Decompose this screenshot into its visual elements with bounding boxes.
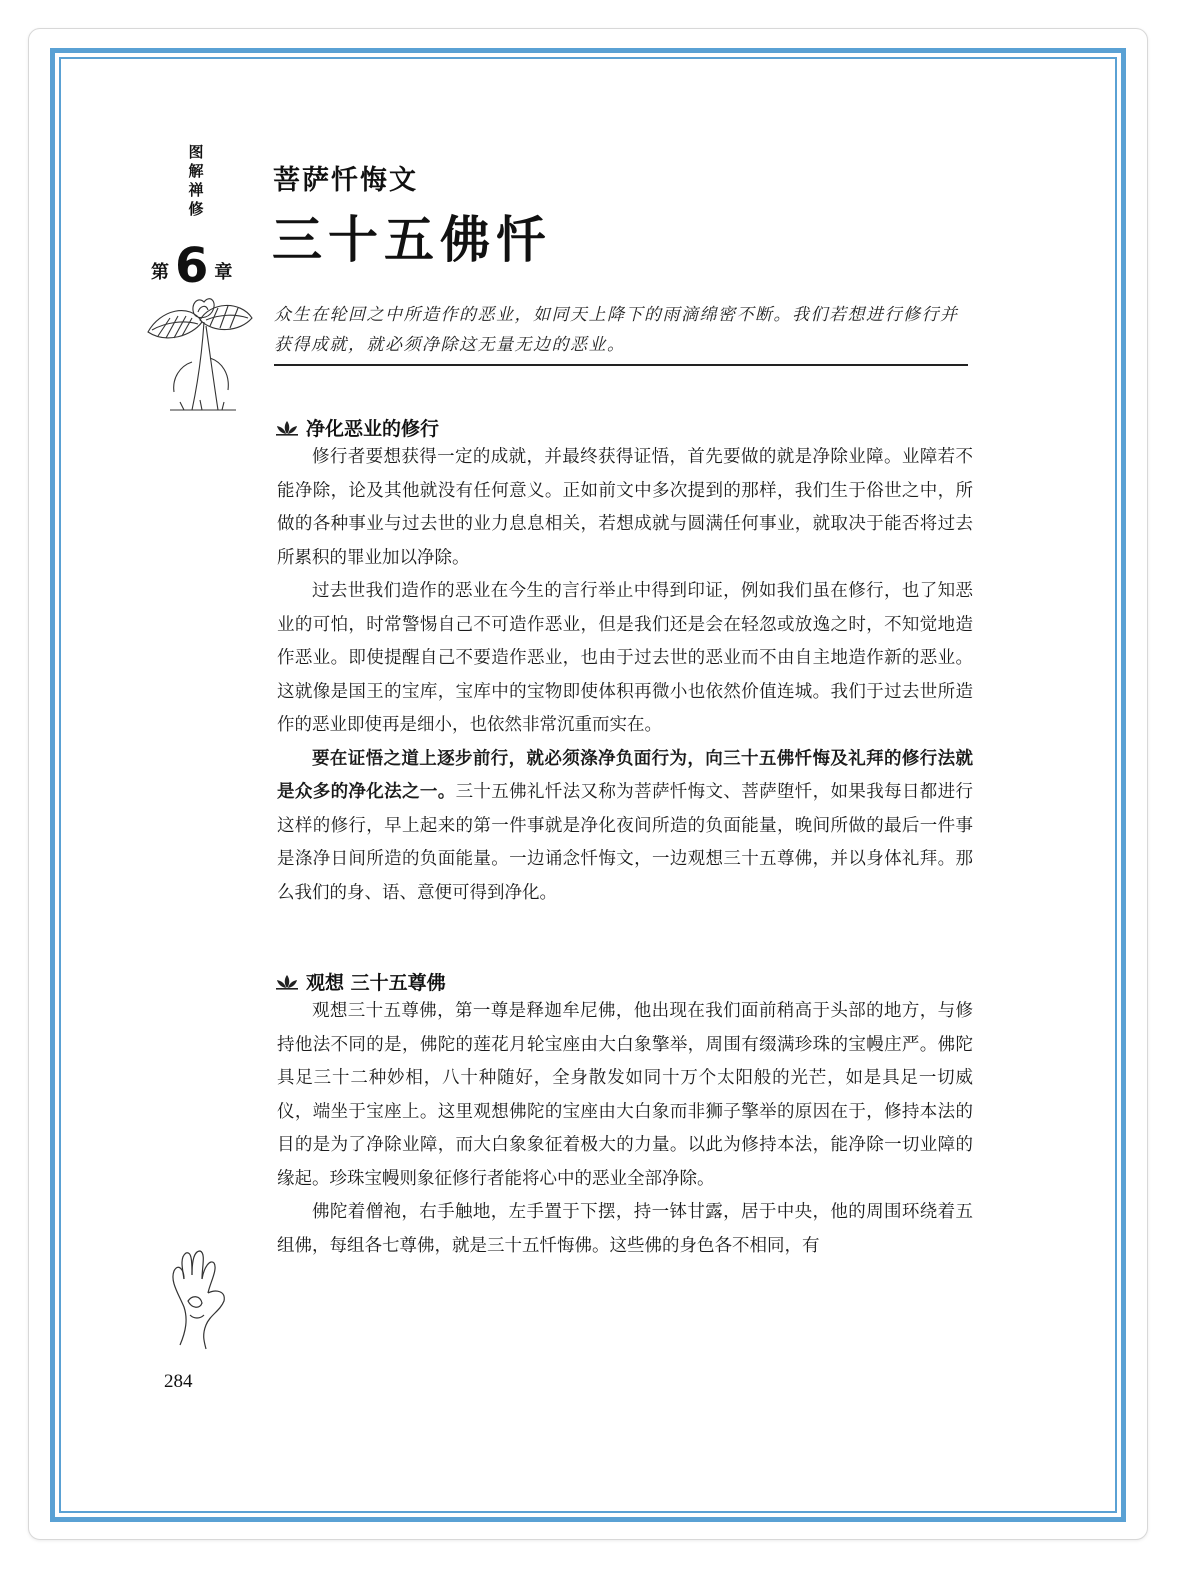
lotus-illustration-icon	[140, 292, 260, 417]
paragraph: 观想三十五尊佛，第一尊是释迦牟尼佛，他出现在我们面前稍高于头部的地方，与修持他法不同的是，佛陀的莲花月轮宝座由大白象擎举，周围有缀满珍珠的宝幔庄严。佛陀具足三十二种妙相，八十种随好，全身散发如同十万个太阳般的光芒，如是具足一切威仪，端坐于宝座上。这里观想佛陀的宝座由大白象而非狮子擎举的原因在于，修持本法的目的是为了净除业障，而大白象象征着极大的力量。以此为修持本法，能净除一切业障的缘起。珍珠宝幔则象征修行者能将心中的恶业全部净除。	[277, 1001, 973, 1189]
section-heading-text: 净化恶业的修行	[306, 418, 440, 440]
chapter-label	[151, 240, 232, 292]
paragraph: 佛陀着僧袍，右手触地，左手置于下摆，持一钵甘露，居于中央，他的周围环绕着五组佛，每组各七尊佛，就是三十五忏悔佛。这些佛的身色各不相同，有	[277, 1202, 973, 1256]
page-number: 284	[164, 1371, 193, 1392]
book-title-vertical	[182, 143, 210, 219]
chapter-prefix: 第	[151, 262, 169, 283]
paragraph: 过去世我们造作的恶业在今生的言行举止中得到印证，例如我们虽在修行，也了知恶业的可怕，时常警惕自己不可造作恶业，但是我们还是会在轻忽或放逸之时，不知觉地造作恶业。即使提醒自己不要造作恶业，也由于过去世的恶业而不由自主地造作新的恶业。这就像是国王的宝库，宝库中的宝物即使体积再微小也依然价值连城。我们于过去世所造作的恶业即使再是细小，也依然非常沉重而实在。	[277, 581, 973, 735]
intro-divider	[274, 364, 968, 366]
section-heading	[274, 414, 439, 441]
lotus-bullet-icon	[274, 420, 300, 436]
bold-lead-text: 要在证悟之道上逐步前行，就必须涤净负面行为，向三十五佛忏悔及礼拜的修行法就是众多的净化法之一。	[277, 748, 973, 802]
intro-text: 众生在轮回之中所造作的恶业，如同天上降下的雨滴绵密不断。我们若想进行修行并获得成就，就必须净除这无量无边的恶业。	[274, 305, 959, 355]
hand-mudra-icon	[160, 1245, 240, 1350]
book-title-char: 解	[188, 162, 204, 180]
book-title-char: 修	[188, 200, 204, 218]
paragraph-rest: 三十五佛礼忏法又称为菩萨忏悔文、菩萨堕忏，如果我每日都进行这样的修行，早上起来的第一件事就是净化夜间所造的负面能量，晚间所做的最后一件事是涤净日间所造的负面能量。一边诵念忏悔文，一边观想三十五尊佛，并以身体礼拜。那么我们的身、语、意便可得到净化。	[277, 782, 974, 903]
section-heading	[274, 968, 446, 995]
article-subtitle: 菩萨忏悔文	[273, 165, 418, 196]
paragraph	[277, 743, 973, 911]
book-title-char: 禅	[188, 181, 204, 199]
book-title-char: 图	[188, 143, 204, 161]
section-body	[277, 441, 973, 910]
paragraph: 修行者要想获得一定的成就，并最终获得证悟，首先要做的就是净除业障。业障若不能净除，论及其他就没有任何意义。正如前文中多次提到的那样，我们生于俗世之中，所做的各种事业与过去世的业力息息相关，若想成就与圆满任何事业，就取决于能否将过去所累积的罪业加以净除。	[277, 447, 973, 568]
chapter-number: 6	[175, 238, 209, 294]
chapter-suffix: 章	[214, 262, 233, 283]
section-heading-text: 观想 三十五尊佛	[306, 972, 446, 994]
lotus-bullet-icon	[274, 974, 300, 990]
article-title: 三十五佛忏	[272, 210, 552, 269]
section-body	[277, 995, 973, 1263]
